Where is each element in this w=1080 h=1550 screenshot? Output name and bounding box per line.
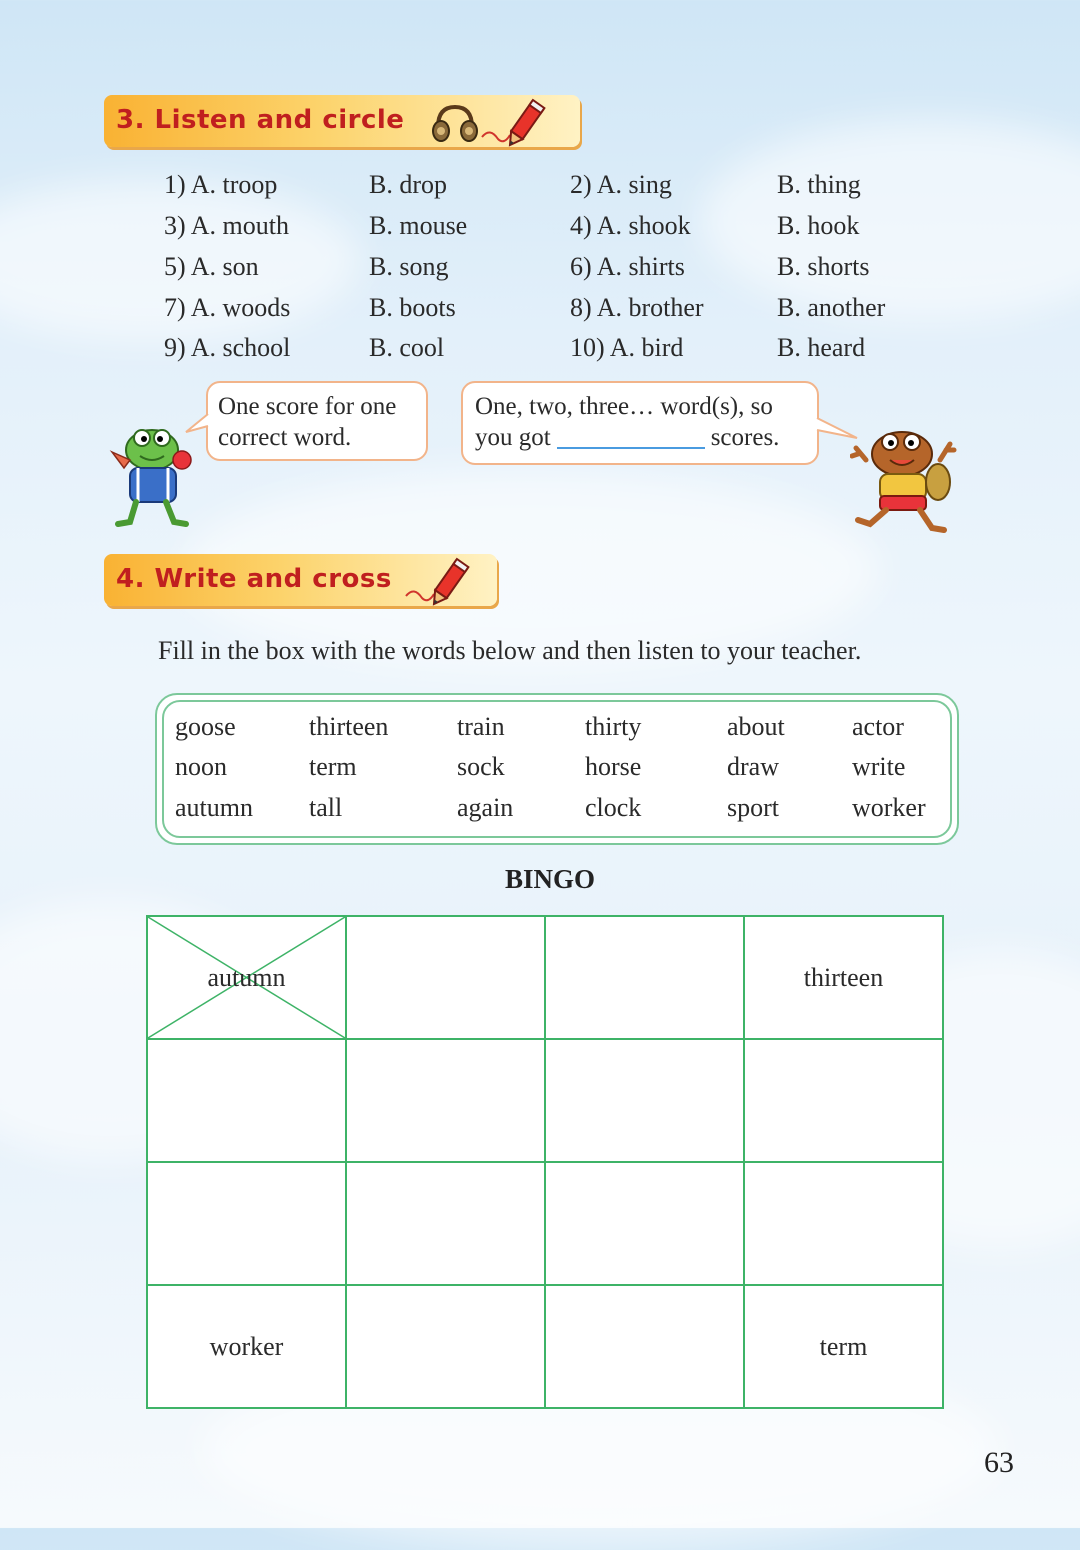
bingo-cell-text: autumn [207,962,286,992]
instruction-text: Fill in the box with the words below and then listen to your teacher. [158,636,862,665]
score-rule-bubble [206,381,428,461]
bingo-cell-r1c1[interactable] [147,916,346,1039]
score-count-bubble [461,381,819,465]
section3-header [104,95,580,147]
score-count-line2-end: scores. [710,424,780,451]
word-horse: horse [585,752,642,781]
bingo-cell-r1c2[interactable] [346,916,545,1039]
bingo-cell-r3c4[interactable] [744,1162,943,1285]
pencil-icon [476,97,556,147]
option-7b[interactable]: B. boots [369,293,456,322]
option-1a[interactable]: 1) A. troop [164,170,278,199]
word-write: write [852,752,906,781]
option-8b[interactable]: B. another [777,293,886,322]
bingo-cell-r4c1[interactable]: worker [147,1285,346,1408]
option-9b[interactable]: B. cool [369,333,445,362]
bingo-cell-r3c3[interactable] [545,1162,744,1285]
bingo-cell-r4c4[interactable]: term [744,1285,943,1408]
bingo-cell-r2c4[interactable] [744,1039,943,1162]
word-worker: worker [852,793,926,822]
headphones-icon [430,101,480,143]
frog-character-icon [104,420,204,532]
word-again: again [457,793,514,822]
score-count-line1: One, two, three… word(s), so [475,393,773,420]
option-1b[interactable]: B. drop [369,170,447,199]
toad-character-icon [850,420,958,536]
word-bank [155,693,959,845]
option-2b[interactable]: B. thing [777,170,861,199]
option-6a[interactable]: 6) A. shirts [570,252,685,281]
option-5a[interactable]: 5) A. son [164,252,259,281]
word-about: about [727,712,785,741]
word-term: term [309,752,357,781]
bingo-cell-r3c1[interactable] [147,1162,346,1285]
bingo-cell-r2c2[interactable] [346,1039,545,1162]
word-clock: clock [585,793,642,822]
bingo-cell-r2c3[interactable] [545,1039,744,1162]
option-3b[interactable]: B. mouse [369,211,468,240]
bingo-cell-r1c4[interactable]: thirteen [744,916,943,1039]
option-4a[interactable]: 4) A. shook [570,211,691,240]
section3-title: 3. Listen and circle [116,105,405,135]
word-sock: sock [457,752,505,781]
word-train: train [457,712,505,741]
bingo-title: BINGO [504,864,596,894]
score-rule-line2: correct word. [218,424,352,451]
word-goose: goose [175,712,236,741]
bingo-grid [146,915,944,1409]
word-noon: noon [175,752,227,781]
word-sport: sport [727,793,779,822]
option-4b[interactable]: B. hook [777,211,860,240]
word-tall: tall [309,793,343,822]
word-thirteen: thirteen [309,712,389,741]
bingo-cell-r3c2[interactable] [346,1162,545,1285]
bubble-tail-left [184,412,210,436]
bingo-cell-r1c3[interactable] [545,916,744,1039]
page-number: 63 [984,1446,1014,1479]
section4-header [104,554,497,606]
section4-title: 4. Write and cross [116,564,392,594]
option-5b[interactable]: B. song [369,252,449,281]
bingo-cell-r4c2[interactable] [346,1285,545,1408]
score-rule-line1: One score for one [218,393,397,420]
word-actor: actor [852,712,904,741]
word-thirty: thirty [585,712,642,741]
option-8a[interactable]: 8) A. brother [570,293,704,322]
pencil-icon [400,556,480,606]
score-count-line2-start: you got [475,424,551,451]
score-blank[interactable] [557,425,705,449]
option-9a[interactable]: 9) A. school [164,333,291,362]
bingo-cell-r4c3[interactable] [545,1285,744,1408]
option-3a[interactable]: 3) A. mouth [164,211,289,240]
option-10b[interactable]: B. heard [777,333,866,362]
option-10a[interactable]: 10) A. bird [570,333,684,362]
option-7a[interactable]: 7) A. woods [164,293,291,322]
option-2a[interactable]: 2) A. sing [570,170,672,199]
word-draw: draw [727,752,779,781]
bingo-cell-r2c1[interactable] [147,1039,346,1162]
option-6b[interactable]: B. shorts [777,252,870,281]
word-autumn: autumn [175,793,253,822]
